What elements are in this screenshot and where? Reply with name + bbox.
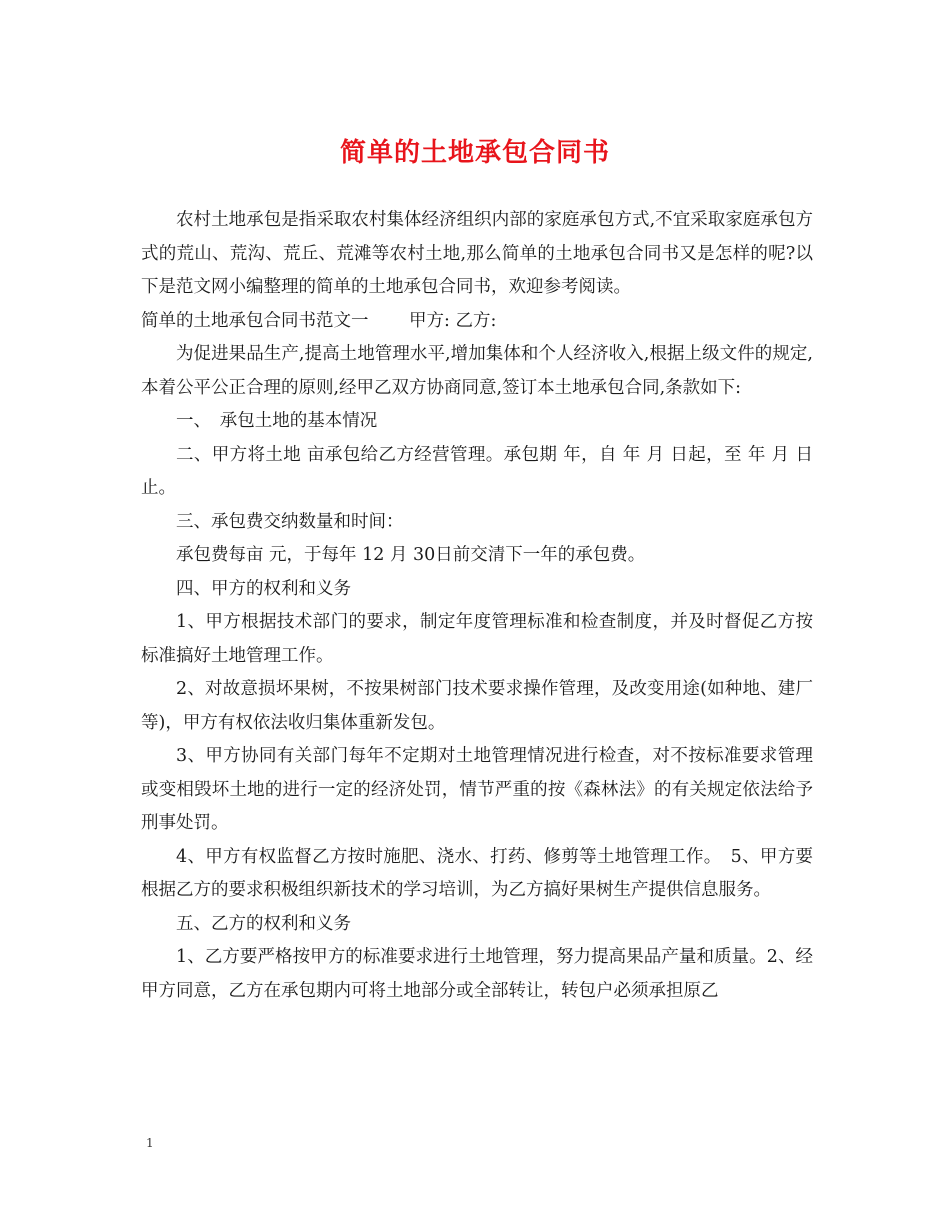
clause-5-heading: 五、乙方的权利和义务 xyxy=(176,913,351,934)
preamble-paragraph: 为促进果品生产,提高土地管理水平,增加集体和个人经济收入,根据上级文件的规定,本着公平公正合理的原则,经甲乙双方协商同意,签订本土地承包合同,条款如下: xyxy=(141,344,813,398)
clause-3-heading: 三、承包费交纳数量和时间： xyxy=(176,511,404,532)
document-title: 简单的土地承包合同书 xyxy=(339,138,610,168)
clause-4-heading: 四、甲方的权利和义务 xyxy=(176,578,351,599)
party-a-item-1: 1、甲方根据技术部门的要求，制定年度管理标准和检查制度，并及时督促乙方按标准搞好土地管理工作。 xyxy=(141,612,813,666)
clause-2-paragraph: 二、甲方将土地 亩承包给乙方经营管理。承包期 年，自 年 月 日起，至 年 月 日止。 xyxy=(141,444,813,498)
party-a-item-2: 2、对故意损坏果树，不按果树部门技术要求操作管理，及改变用途(如种地、建厂等)，甲方有权依法收归集体重新发包。 xyxy=(141,679,813,733)
page-number: 1 xyxy=(146,1136,154,1150)
document-body xyxy=(141,204,813,1008)
sample-heading-line: 简单的土地承包合同书范文一 甲方: 乙方: xyxy=(141,310,497,331)
party-b-item-1-2: 1、乙方要严格按甲方的标准要求进行土地管理，努力提高果品产量和质量。2、经甲方同意，乙方在承包期内可将土地部分或全部转让，转包户必须承担原乙 xyxy=(141,947,813,1001)
clause-1-heading: 一、 承包土地的基本情况 xyxy=(176,411,378,431)
party-a-item-4-5: 4、甲方有权监督乙方按时施肥、浇水、打药、修剪等土地管理工作。 5、甲方要根据乙方的要求积极组织新技术的学习培训，为乙方搞好果树生产提供信息服务。 xyxy=(141,846,813,900)
party-a-item-3: 3、甲方协同有关部门每年不定期对土地管理情况进行检查，对不按标准要求管理或变相毁坏土地的进行一定的经济处罚，情节严重的按《森林法》的有关规定依法给予刑事处罚。 xyxy=(141,746,813,833)
intro-paragraph: 农村土地承包是指采取农村集体经济组织内部的家庭承包方式,不宜采取家庭承包方式的荒山、荒沟、荒丘、荒滩等农村土地,那么简单的土地承包合同书又是怎样的呢?以下是范文网小编整理的简单的土地承包合同书，欢迎参考阅读。 xyxy=(141,210,813,297)
fee-paragraph: 承包费每亩 元，于每年 12 月 30日前交清下一年的承包费。 xyxy=(176,545,646,565)
